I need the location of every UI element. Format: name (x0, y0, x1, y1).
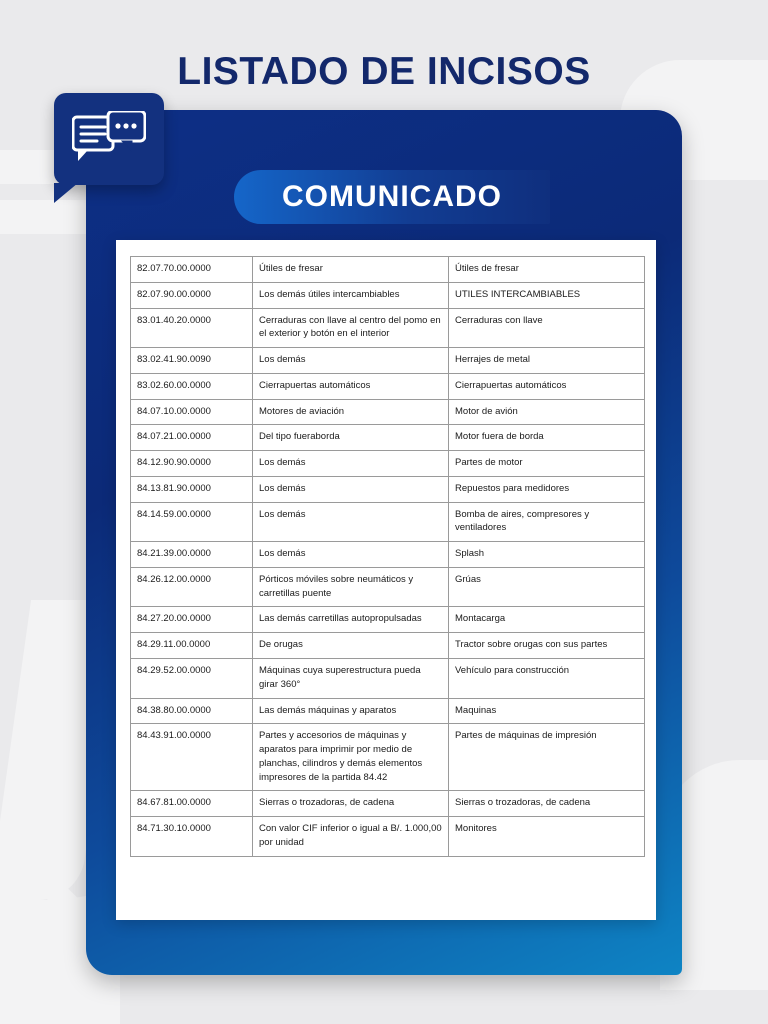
table-row (131, 659, 645, 699)
cell-description: Máquinas cuya superestructura pueda girar 360° (253, 659, 449, 699)
cell-description: Los demás útiles intercambiables (253, 282, 449, 308)
cell-code: 84.07.10.00.0000 (131, 399, 253, 425)
cell-description: Del tipo fueraborda (253, 425, 449, 451)
incisos-table (130, 256, 645, 857)
table-row (131, 308, 645, 348)
cell-name: Sierras o trozadoras, de cadena (449, 791, 645, 817)
cell-name: Bomba de aires, compresores y ventiladores (449, 502, 645, 542)
table-row (131, 542, 645, 568)
cell-code: 82.07.90.00.0000 (131, 282, 253, 308)
cell-code: 84.43.91.00.0000 (131, 724, 253, 791)
chat-bubbles-glyph (72, 111, 146, 167)
cell-code: 83.02.41.90.0090 (131, 348, 253, 374)
cell-description: Los demás (253, 542, 449, 568)
cell-name: Herrajes de metal (449, 348, 645, 374)
cell-code: 84.67.81.00.0000 (131, 791, 253, 817)
incisos-table-body (131, 257, 645, 857)
document-sheet (116, 240, 656, 920)
cell-description: Sierras o trozadoras, de cadena (253, 791, 449, 817)
cell-code: 83.02.60.00.0000 (131, 373, 253, 399)
table-row (131, 451, 645, 477)
table-row (131, 502, 645, 542)
cell-description: Los demás (253, 502, 449, 542)
cell-name: Partes de motor (449, 451, 645, 477)
cell-code: 84.26.12.00.0000 (131, 567, 253, 607)
cell-name: Monitores (449, 817, 645, 857)
cell-name: Splash (449, 542, 645, 568)
table-row (131, 476, 645, 502)
cell-name: Cerraduras con llave (449, 308, 645, 348)
cell-code: 84.27.20.00.0000 (131, 607, 253, 633)
cell-name: Repuestos para medidores (449, 476, 645, 502)
cell-description: Las demás carretillas autopropulsadas (253, 607, 449, 633)
cell-description: Con valor CIF inferior o igual a B/. 1.000,00 por unidad (253, 817, 449, 857)
cell-description: Cierrapuertas automáticos (253, 373, 449, 399)
cell-description: Cerraduras con llave al centro del pomo en el exterior y botón en el interior (253, 308, 449, 348)
cell-name: UTILES INTERCAMBIABLES (449, 282, 645, 308)
cell-name: Motor de avión (449, 399, 645, 425)
cell-description: Motores de aviación (253, 399, 449, 425)
cell-description: Los demás (253, 348, 449, 374)
cell-code: 83.01.40.20.0000 (131, 308, 253, 348)
table-row (131, 724, 645, 791)
table-row (131, 567, 645, 607)
table-row (131, 607, 645, 633)
table-row (131, 698, 645, 724)
table-row (131, 399, 645, 425)
cell-code: 84.07.21.00.0000 (131, 425, 253, 451)
cell-name: Partes de máquinas de impresión (449, 724, 645, 791)
cell-description: Los demás (253, 476, 449, 502)
cell-name: Tractor sobre orugas con sus partes (449, 633, 645, 659)
page-title: LISTADO DE INCISOS (177, 50, 591, 93)
cell-code: 84.13.81.90.0000 (131, 476, 253, 502)
table-row (131, 257, 645, 283)
cell-description: Útiles de fresar (253, 257, 449, 283)
cell-code: 84.71.30.10.0000 (131, 817, 253, 857)
comunicado-banner (234, 170, 550, 224)
cell-description: Los demás (253, 451, 449, 477)
chat-bubbles-icon (54, 93, 164, 185)
table-row (131, 373, 645, 399)
cell-code: 84.14.59.00.0000 (131, 502, 253, 542)
cell-description: Las demás máquinas y aparatos (253, 698, 449, 724)
cell-name: Útiles de fresar (449, 257, 645, 283)
table-row (131, 282, 645, 308)
cell-name: Maquinas (449, 698, 645, 724)
table-row (131, 425, 645, 451)
cell-name: Motor fuera de borda (449, 425, 645, 451)
cell-code: 84.29.52.00.0000 (131, 659, 253, 699)
cell-name: Montacarga (449, 607, 645, 633)
cell-description: Partes y accesorios de máquinas y aparatos para imprimir por medio de planchas, cilindros y demás elementos impresores de la partida 84.42 (253, 724, 449, 791)
cell-code: 84.21.39.00.0000 (131, 542, 253, 568)
cell-code: 84.12.90.90.0000 (131, 451, 253, 477)
cell-code: 82.07.70.00.0000 (131, 257, 253, 283)
cell-name: Cierrapuertas automáticos (449, 373, 645, 399)
table-row (131, 817, 645, 857)
cell-name: Vehículo para construcción (449, 659, 645, 699)
comunicado-label: COMUNICADO (282, 180, 502, 213)
table-row (131, 633, 645, 659)
cell-code: 84.29.11.00.0000 (131, 633, 253, 659)
cell-code: 84.38.80.00.0000 (131, 698, 253, 724)
table-row (131, 791, 645, 817)
cell-name: Grúas (449, 567, 645, 607)
cell-description: De orugas (253, 633, 449, 659)
table-row (131, 348, 645, 374)
cell-description: Pórticos móviles sobre neumáticos y carretillas puente (253, 567, 449, 607)
